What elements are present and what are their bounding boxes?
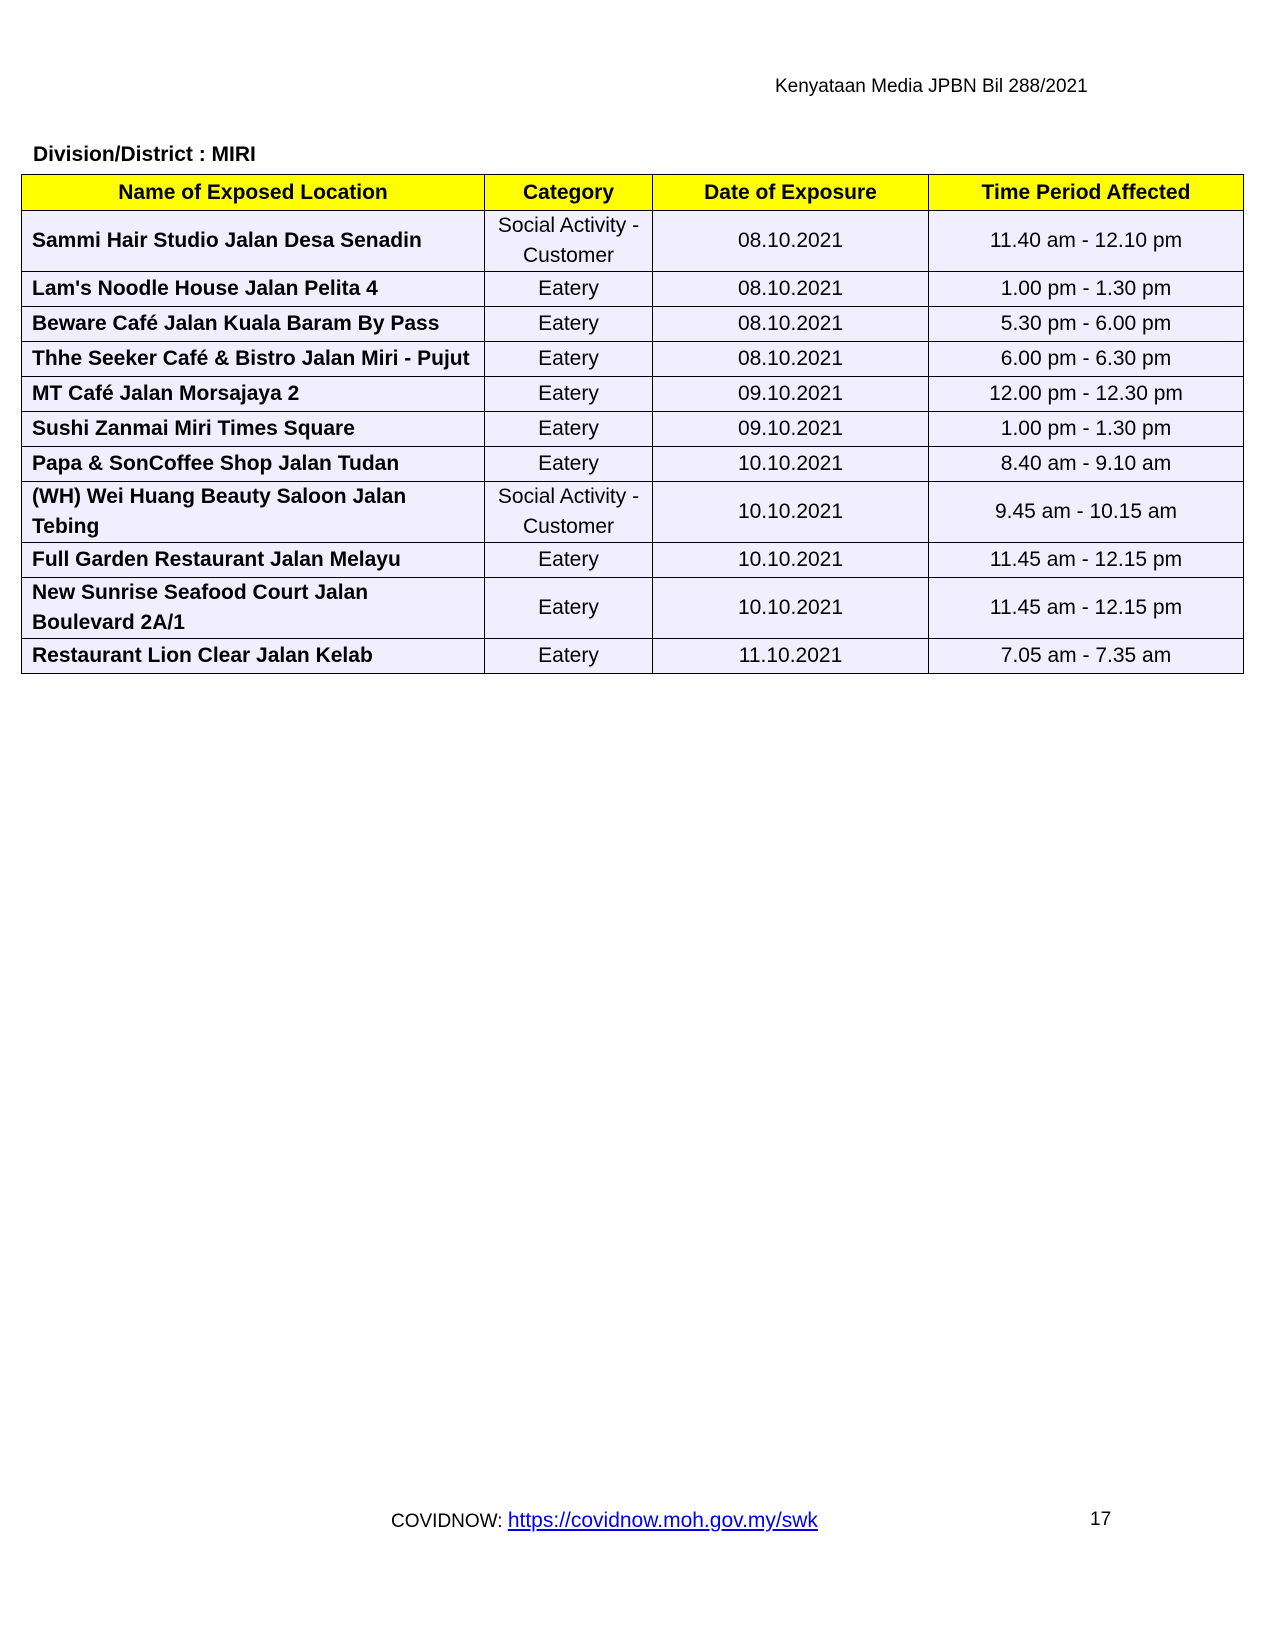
cell-date: 08.10.2021 xyxy=(653,272,929,307)
cell-time: 5.30 pm - 6.00 pm xyxy=(929,307,1244,342)
cell-category: Eatery xyxy=(485,447,653,482)
cell-location: Sammi Hair Studio Jalan Desa Senadin xyxy=(22,211,485,272)
cell-location: Sushi Zanmai Miri Times Square xyxy=(22,412,485,447)
table-row xyxy=(22,447,1244,482)
cell-time: 7.05 am - 7.35 am xyxy=(929,639,1244,674)
table-row xyxy=(22,272,1244,307)
cell-date: 10.10.2021 xyxy=(653,447,929,482)
table-row xyxy=(22,543,1244,578)
cell-date: 08.10.2021 xyxy=(653,211,929,272)
cell-location: Beware Café Jalan Kuala Baram By Pass xyxy=(22,307,485,342)
cell-time: 1.00 pm - 1.30 pm xyxy=(929,272,1244,307)
exposure-locations-table xyxy=(21,174,1244,674)
cell-category: Eatery xyxy=(485,578,653,639)
cell-location: Thhe Seeker Café & Bistro Jalan Miri - Pujut xyxy=(22,342,485,377)
cell-location: Full Garden Restaurant Jalan Melayu xyxy=(22,543,485,578)
cell-time: 8.40 am - 9.10 am xyxy=(929,447,1244,482)
cell-category: Social Activity - Customer xyxy=(485,482,653,543)
cell-category: Eatery xyxy=(485,272,653,307)
cell-category: Social Activity - Customer xyxy=(485,211,653,272)
cell-date: 09.10.2021 xyxy=(653,377,929,412)
cell-category: Eatery xyxy=(485,543,653,578)
cell-category: Eatery xyxy=(485,639,653,674)
media-statement-reference: Kenyataan Media JPBN Bil 288/2021 xyxy=(775,76,1088,97)
division-district-label: Division/District : MIRI xyxy=(33,143,256,166)
cell-location: (WH) Wei Huang Beauty Saloon Jalan Tebing xyxy=(22,482,485,543)
page-number: 17 xyxy=(1090,1509,1112,1530)
cell-time: 12.00 pm - 12.30 pm xyxy=(929,377,1244,412)
table-body xyxy=(22,211,1244,674)
cell-time: 1.00 pm - 1.30 pm xyxy=(929,412,1244,447)
table-row xyxy=(22,412,1244,447)
cell-location: MT Café Jalan Morsajaya 2 xyxy=(22,377,485,412)
cell-date: 10.10.2021 xyxy=(653,482,929,543)
cell-location: Restaurant Lion Clear Jalan Kelab xyxy=(22,639,485,674)
table-row xyxy=(22,578,1244,639)
table-header-row xyxy=(22,175,1244,211)
cell-location: New Sunrise Seafood Court Jalan Boulevard 2A/1 xyxy=(22,578,485,639)
cell-time: 9.45 am - 10.15 am xyxy=(929,482,1244,543)
cell-time: 6.00 pm - 6.30 pm xyxy=(929,342,1244,377)
column-header-category: Category xyxy=(485,175,653,211)
cell-category: Eatery xyxy=(485,377,653,412)
column-header-date: Date of Exposure xyxy=(653,175,929,211)
table-row xyxy=(22,377,1244,412)
cell-date: 08.10.2021 xyxy=(653,342,929,377)
cell-category: Eatery xyxy=(485,412,653,447)
column-header-location: Name of Exposed Location xyxy=(22,175,485,211)
covidnow-link[interactable]: https://covidnow.moh.gov.my/swk xyxy=(507,1509,818,1532)
table-row xyxy=(22,342,1244,377)
cell-location: Lam's Noodle House Jalan Pelita 4 xyxy=(22,272,485,307)
column-header-time: Time Period Affected xyxy=(929,175,1244,211)
cell-time: 11.40 am - 12.10 pm xyxy=(929,211,1244,272)
table-row xyxy=(22,482,1244,543)
table-row xyxy=(22,307,1244,342)
cell-date: 09.10.2021 xyxy=(653,412,929,447)
cell-category: Eatery xyxy=(485,342,653,377)
cell-date: 10.10.2021 xyxy=(653,578,929,639)
cell-date: 10.10.2021 xyxy=(653,543,929,578)
cell-time: 11.45 am - 12.15 pm xyxy=(929,578,1244,639)
cell-location: Papa & SonCoffee Shop Jalan Tudan xyxy=(22,447,485,482)
cell-category: Eatery xyxy=(485,307,653,342)
cell-date: 11.10.2021 xyxy=(653,639,929,674)
table-row xyxy=(22,211,1244,272)
footer-prefix: COVIDNOW: xyxy=(391,1511,508,1532)
footer-source xyxy=(391,1509,818,1533)
cell-time: 11.45 am - 12.15 pm xyxy=(929,543,1244,578)
table-row xyxy=(22,639,1244,674)
cell-date: 08.10.2021 xyxy=(653,307,929,342)
